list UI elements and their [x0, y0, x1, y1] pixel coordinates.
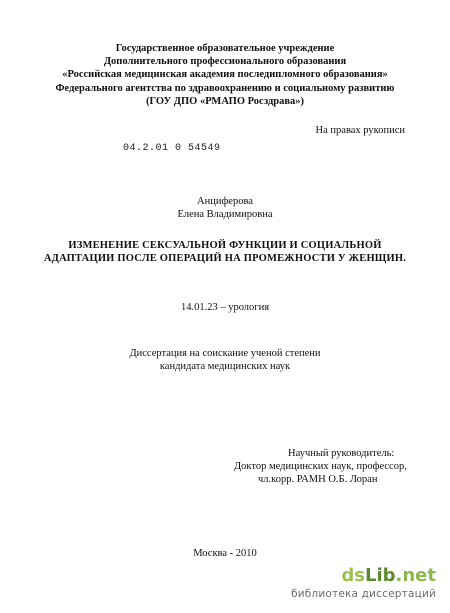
author-surname: Анциферова: [197, 196, 253, 207]
title-line-2: АДАПТАЦИИ ПОСЛЕ ОПЕРАЦИЙ НА ПРОМЕЖНОСТИ У ЖЕНЩИН.: [43, 253, 407, 264]
supervisor-degree: Доктор медицинских наук, профессор,: [234, 461, 407, 473]
logo-part-lib: Lib: [365, 565, 396, 586]
institution-header: [0, 42, 450, 108]
header-line-5: (ГОУ ДПО «РМАПО Росздрава»): [145, 95, 305, 107]
supervisor-block: [200, 447, 420, 487]
dissertation-title: [0, 239, 450, 265]
registration-stamp: 04.2.01 0 54549: [123, 143, 221, 154]
logo-part-net: .net: [395, 565, 436, 586]
specialty-block: [0, 301, 450, 314]
header-line-2: Дополнительного профессионального образования: [103, 56, 347, 68]
header-line-3: «Российская медицинская академия последипломного образования»: [62, 69, 388, 81]
dslib-watermark: [291, 566, 436, 600]
city-year: Москва - 2010: [193, 548, 257, 559]
degree-line-1: Диссертация на соискание ученой степени: [129, 348, 321, 359]
logo-part-ds: ds: [341, 565, 365, 586]
rights-note: На правах рукописи: [315, 125, 405, 136]
degree-block: [0, 347, 450, 373]
city-year-block: [0, 547, 450, 560]
supervisor-name: чл.корр. РАМН О.Б. Лоран: [258, 474, 378, 486]
title-line-1: ИЗМЕНЕНИЕ СЕКСУАЛЬНОЙ ФУНКЦИИ И СОЦИАЛЬНОЙ: [68, 240, 382, 251]
supervisor-label: Научный руководитель:: [288, 448, 395, 459]
specialty-code: 14.01.23 – урология: [180, 302, 270, 313]
dslib-logo: [291, 566, 436, 586]
watermark-subtitle: библиотека диссертаций: [291, 588, 436, 600]
author-name: Елена Владимировна: [177, 209, 273, 221]
header-line-1: Государственное образовательное учреждение: [115, 43, 335, 54]
degree-line-2: кандидата медицинских наук: [159, 361, 291, 373]
header-line-4: Федерального агентства по здравоохранению и социальному развитию: [55, 82, 395, 94]
author-block: [0, 195, 450, 221]
